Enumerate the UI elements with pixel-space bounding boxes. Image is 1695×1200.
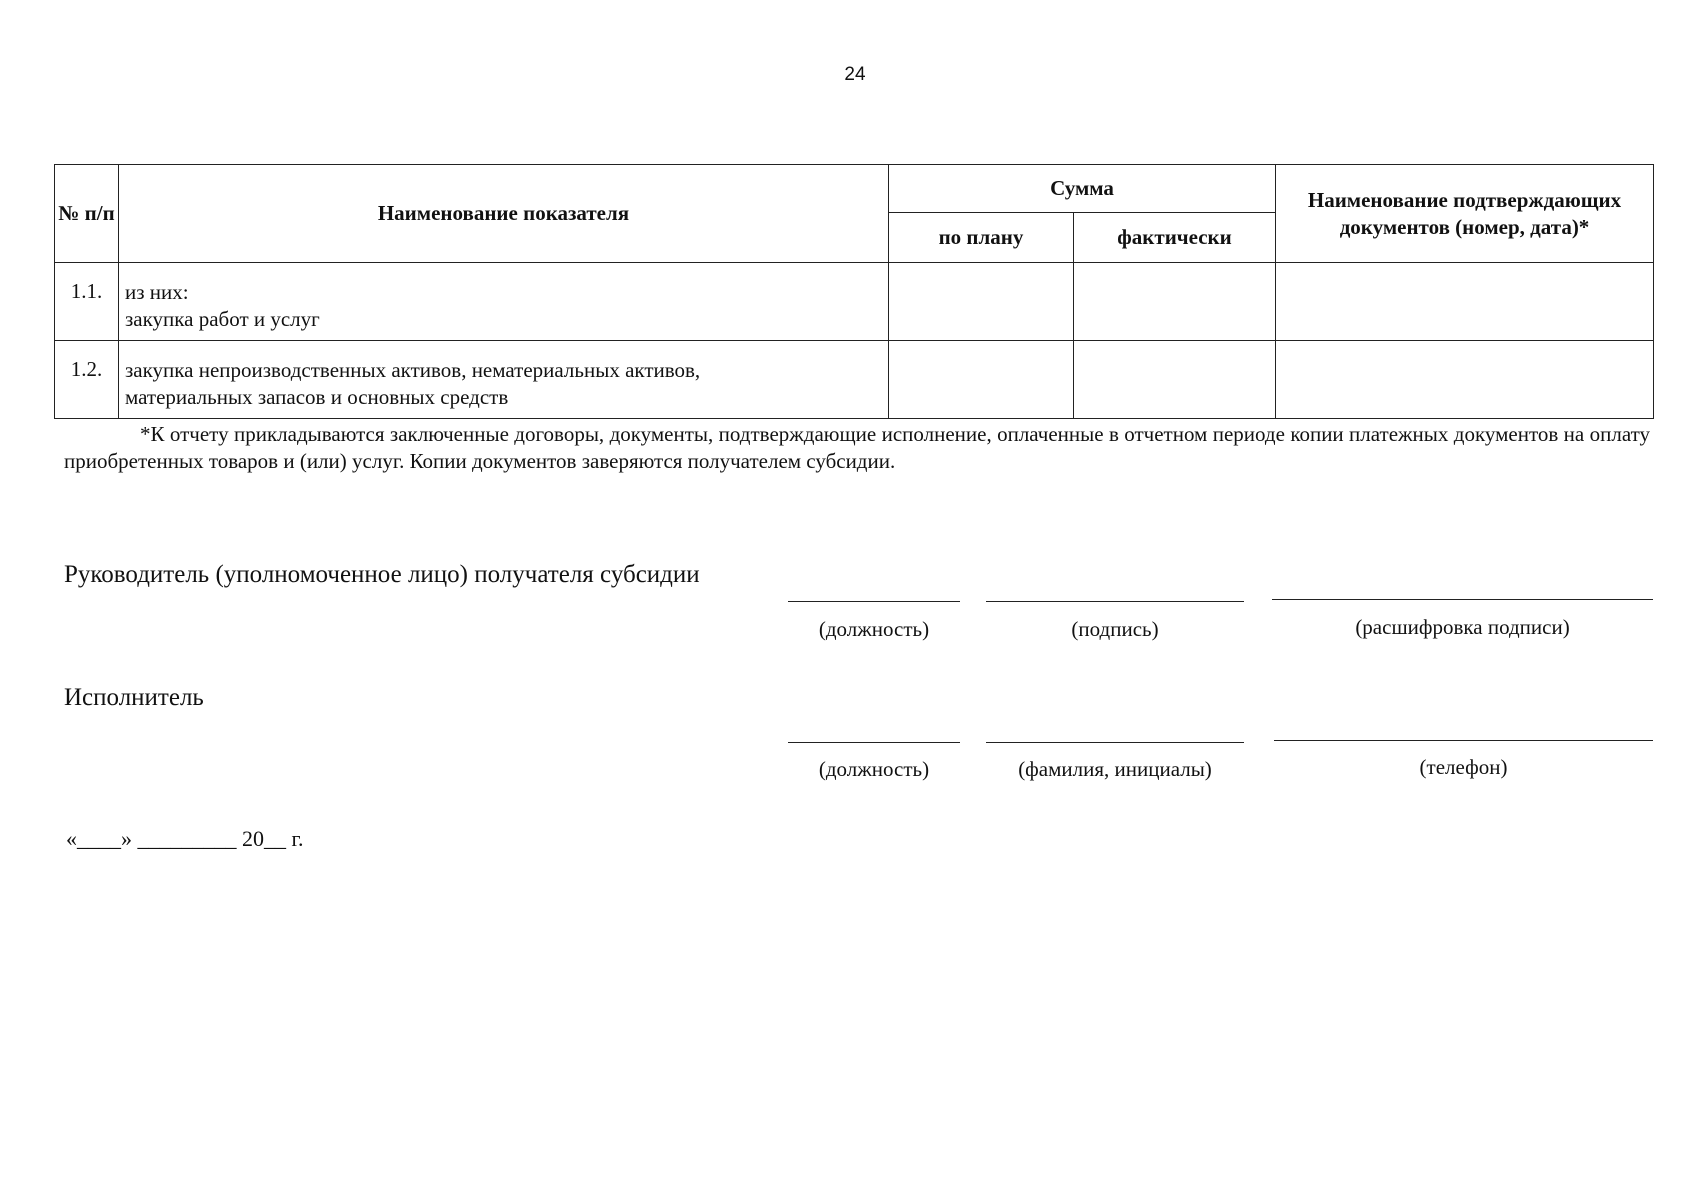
executor-position-caption: (должность) — [818, 757, 930, 781]
executor-name-caption: (фамилия, инициалы) — [1018, 757, 1212, 781]
row-name-line: из них: — [125, 280, 189, 304]
header-sum: Сумма — [889, 165, 1276, 213]
head-signature-caption: (подпись) — [1071, 617, 1159, 641]
row-name-line: материальных запасов и основных средств — [125, 385, 509, 409]
executor-position-line — [788, 742, 960, 743]
row-name — [119, 263, 889, 341]
header-documents: Наименование подтверждающих документов (номер, дата)* — [1276, 165, 1654, 263]
row-plan-cell — [889, 341, 1074, 419]
row-fact-cell — [1074, 341, 1276, 419]
executor-phone-line — [1274, 740, 1653, 741]
header-plan: по плану — [889, 213, 1074, 263]
executor-label: Исполнитель — [64, 684, 204, 711]
table-row — [55, 263, 1654, 341]
header-fact: фактически — [1074, 213, 1276, 263]
head-decoding-caption: (расшифровка подписи) — [1355, 615, 1570, 639]
head-signature-line — [986, 601, 1244, 602]
executor-phone-caption: (телефон) — [1419, 755, 1508, 779]
row-name-line: закупка непроизводственных активов, нематериальных активов, — [125, 358, 701, 382]
head-position-caption: (должность) — [818, 617, 930, 641]
row-num: 1.2. — [55, 341, 119, 419]
date-line: «____» _________ 20__ г. — [66, 826, 304, 851]
row-name — [119, 341, 889, 419]
executor-name-line — [986, 742, 1244, 743]
row-num: 1.1. — [55, 263, 119, 341]
header-num: № п/п — [55, 165, 119, 263]
row-name-line: закупка работ и услуг — [125, 307, 320, 331]
footnote: *К отчету прикладываются заключенные договоры, документы, подтверждающие исполнение, оплаченные в отчетном периоде копии платежных документов на оплату приобретенных товаров и (или) услуг. Копии документов заверяются получателем субсидии. — [64, 422, 1650, 473]
head-signature-label: Руководитель (уполномоченное лицо) получателя субсидии — [64, 561, 700, 588]
head-position-line — [788, 601, 960, 602]
table-row — [55, 341, 1654, 419]
row-plan-cell — [889, 263, 1074, 341]
head-signature-decoding-line — [1272, 599, 1653, 600]
row-docs-cell — [1276, 263, 1654, 341]
header-indicator-name: Наименование показателя — [119, 165, 889, 263]
row-fact-cell — [1074, 263, 1276, 341]
page-number: 24 — [844, 64, 866, 85]
row-docs-cell — [1276, 341, 1654, 419]
report-table — [54, 164, 1654, 419]
table-header-row — [55, 165, 1654, 213]
